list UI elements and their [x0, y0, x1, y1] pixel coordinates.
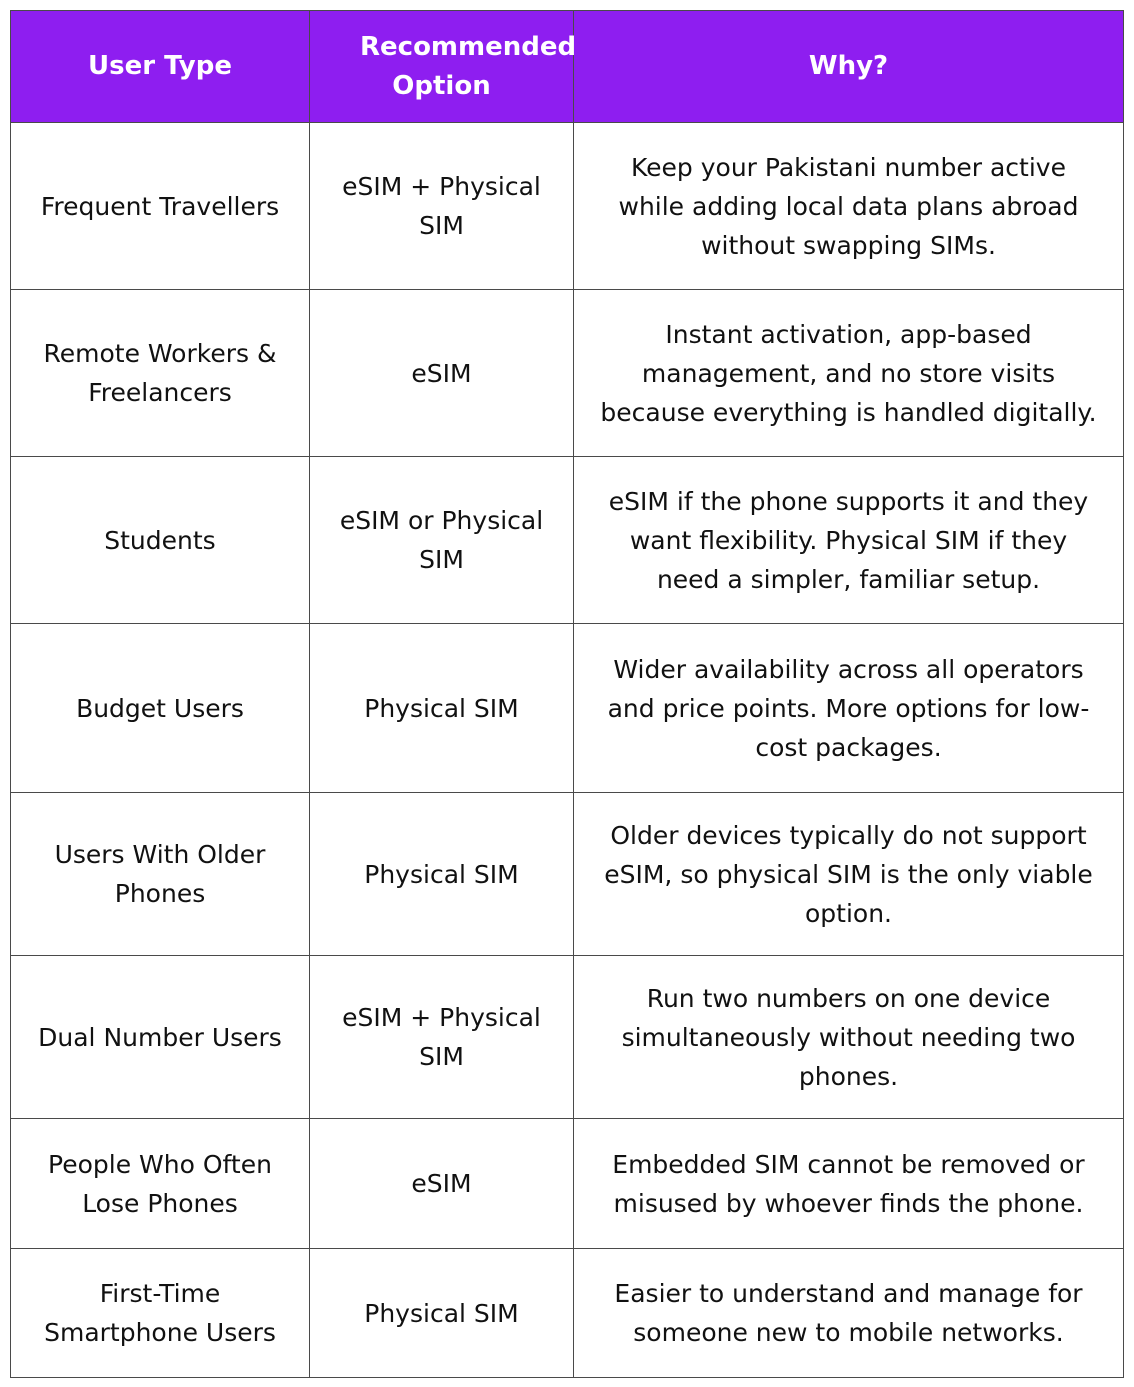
header-row [11, 11, 1124, 123]
why-cell: Older devices typically do not support eSIM, so physical SIM is the only viable option. [574, 793, 1124, 956]
table-row [11, 624, 1124, 793]
user-type-cell: Dual Number Users [11, 956, 310, 1119]
why-cell: eSIM if the phone supports it and they want flexibility. Physical SIM if they need a simpler, familiar setup. [574, 457, 1124, 624]
recommended-option-cell: Physical SIM [310, 1249, 574, 1378]
table-row [11, 956, 1124, 1119]
table-row [11, 290, 1124, 457]
why-cell: Keep your Pakistani number active while adding local data plans abroad without swapping SIMs. [574, 123, 1124, 290]
recommended-option-cell: eSIM [310, 290, 574, 457]
header-why: Why? [574, 11, 1124, 123]
user-type-cell: Budget Users [11, 624, 310, 793]
sim-comparison-table [10, 10, 1124, 1378]
header-recommended-option: Recommended Option [310, 11, 574, 123]
user-type-cell: Frequent Travellers [11, 123, 310, 290]
user-type-cell: Users With Older Phones [11, 793, 310, 956]
recommended-option-cell: eSIM + Physical SIM [310, 123, 574, 290]
user-type-cell: First-Time Smartphone Users [11, 1249, 310, 1378]
table-header [11, 11, 1124, 123]
table-row [11, 793, 1124, 956]
why-cell: Wider availability across all operators and price points. More options for low-cost packages. [574, 624, 1124, 793]
header-user-type: User Type [11, 11, 310, 123]
table-row [11, 123, 1124, 290]
recommended-option-cell: eSIM + Physical SIM [310, 956, 574, 1119]
recommended-option-cell: Physical SIM [310, 624, 574, 793]
table-row [11, 1119, 1124, 1249]
why-cell: Embedded SIM cannot be removed or misused by whoever finds the phone. [574, 1119, 1124, 1249]
why-cell: Instant activation, app-based management, and no store visits because everything is handled digitally. [574, 290, 1124, 457]
user-type-cell: Remote Workers & Freelancers [11, 290, 310, 457]
user-type-cell: Students [11, 457, 310, 624]
why-cell: Easier to understand and manage for someone new to mobile networks. [574, 1249, 1124, 1378]
table-body [11, 123, 1124, 1378]
user-type-cell: People Who Often Lose Phones [11, 1119, 310, 1249]
why-cell: Run two numbers on one device simultaneously without needing two phones. [574, 956, 1124, 1119]
recommended-option-cell: Physical SIM [310, 793, 574, 956]
recommended-option-cell: eSIM [310, 1119, 574, 1249]
recommended-option-cell: eSIM or Physical SIM [310, 457, 574, 624]
table-row [11, 457, 1124, 624]
table-row [11, 1249, 1124, 1378]
